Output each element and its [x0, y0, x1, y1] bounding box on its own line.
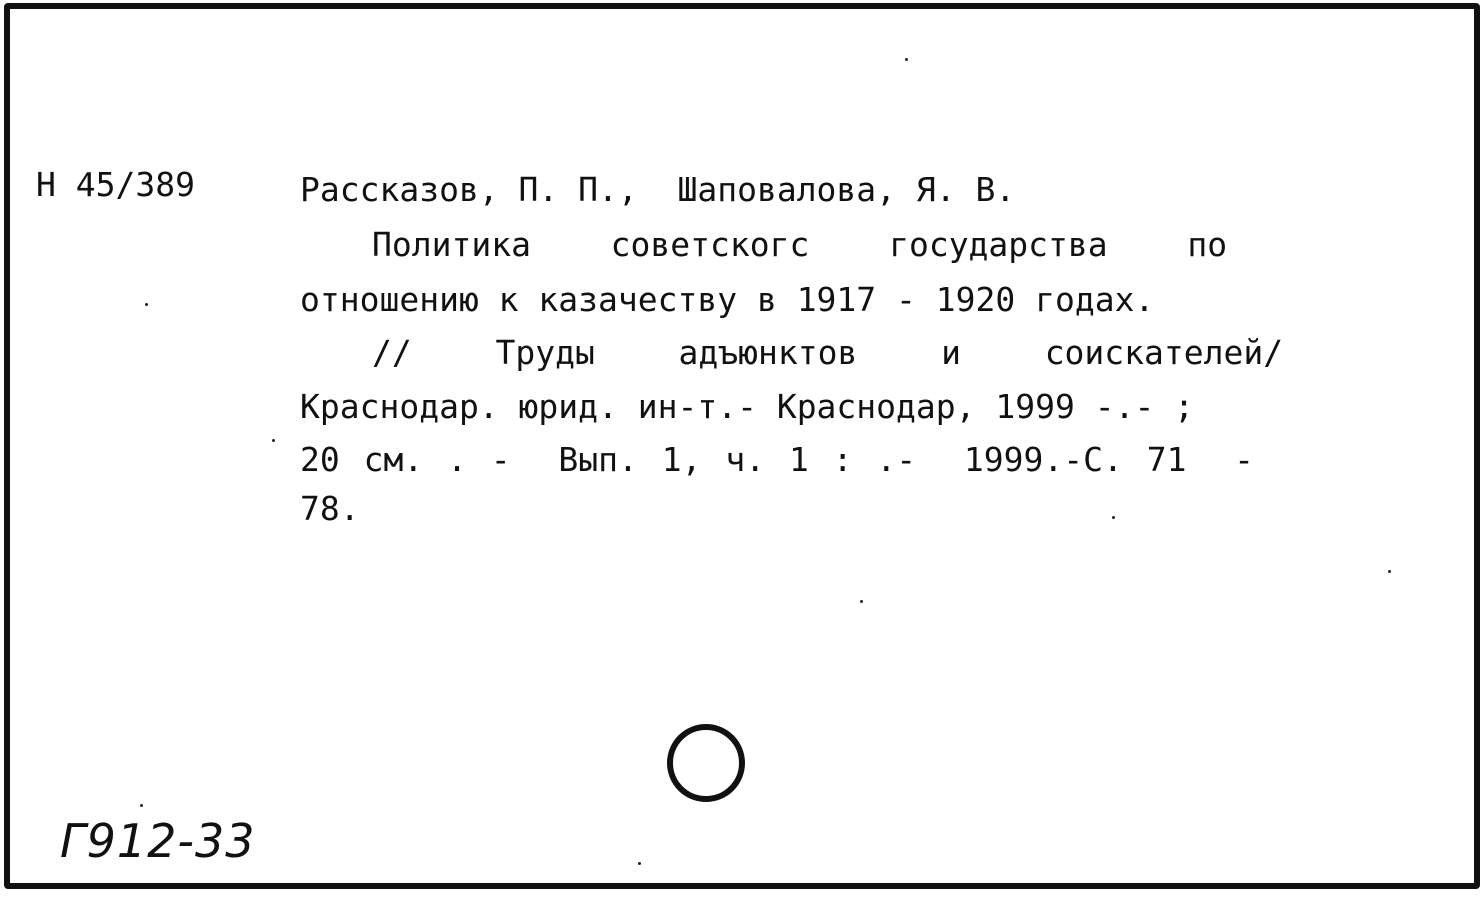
- speck: [905, 58, 908, 61]
- entry-line-series-1: // Труды адъюнктов и соискателей/: [372, 333, 1284, 372]
- entry-line-physical: 20 см. . - Вып. 1, ч. 1 : .- 1999.-С. 71 -: [300, 440, 1255, 479]
- speck: [272, 439, 275, 442]
- speck: [1388, 570, 1391, 573]
- entry-line-title-2: отношению к казачеству в 1917 - 1920 годах.: [300, 280, 1155, 319]
- speck: [638, 862, 641, 865]
- entry-line-pages-end: 78.: [300, 489, 360, 528]
- speck: [860, 600, 863, 603]
- entry-line-series-2: Краснодар. юрид. ин-т.- Краснодар, 1999 -.- ;: [300, 387, 1195, 426]
- handwritten-code: Г912-33: [60, 814, 256, 868]
- speck: [1112, 516, 1115, 519]
- shelf-mark: Н 45/389: [36, 165, 195, 204]
- speck: [140, 804, 143, 807]
- punch-hole: [667, 724, 745, 802]
- speck: [145, 303, 148, 306]
- entry-line-title-1: Политика советскогс государства по: [372, 225, 1228, 264]
- entry-line-authors: Рассказов, П. П., Шаповалова, Я. В.: [300, 170, 1016, 209]
